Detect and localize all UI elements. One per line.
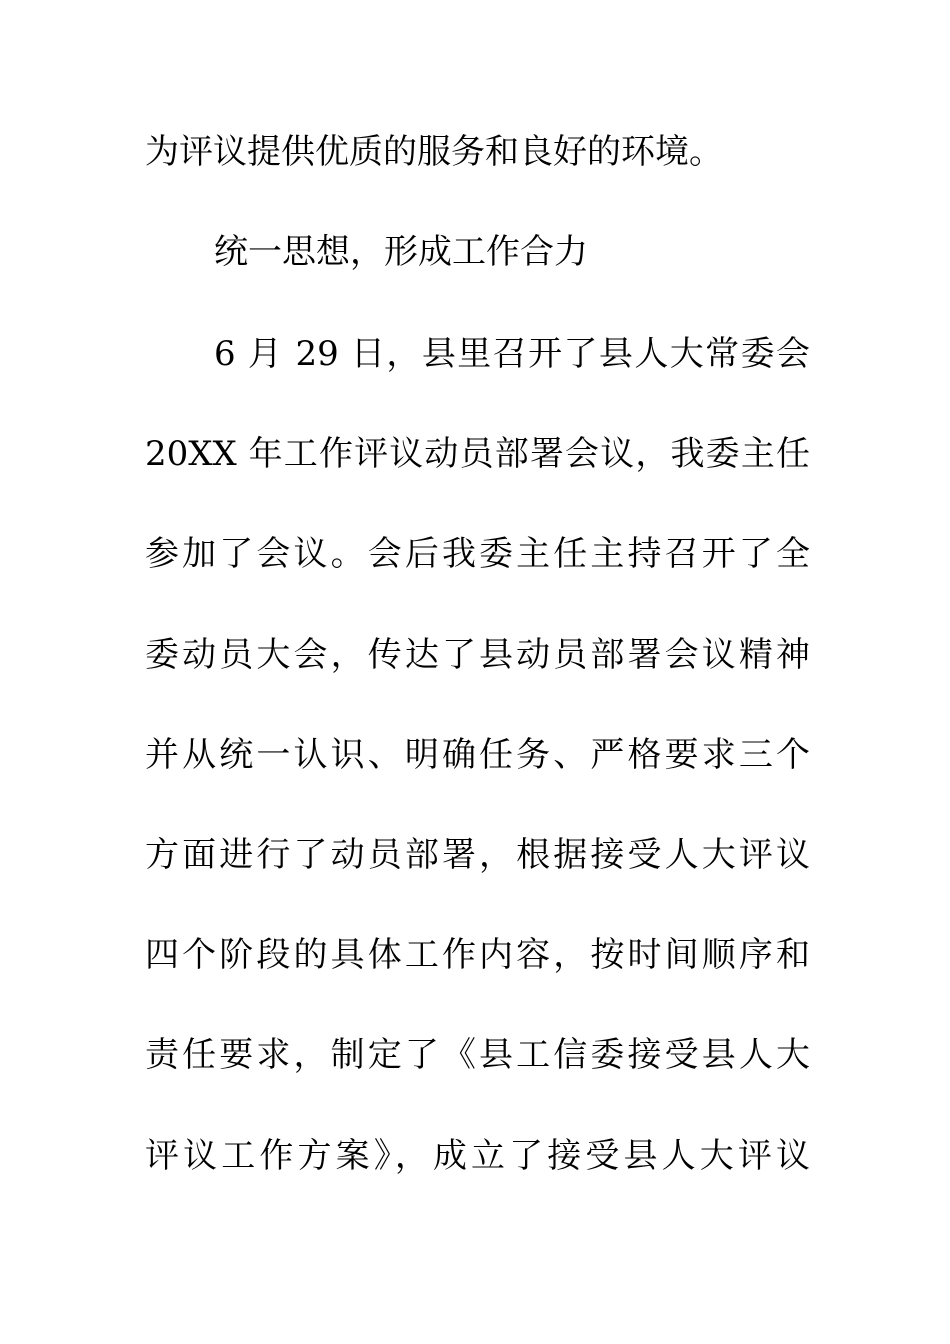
text-line: 20XX 年工作评议动员部署会议，我委主任 xyxy=(145,434,810,474)
text-line: 委动员大会，传达了县动员部署会议精神 xyxy=(145,635,810,675)
text-line: 6 月 29 日，县里召开了县人大常委会 xyxy=(214,334,810,374)
text-line: 评议工作方案》，成立了接受县人大评议 xyxy=(145,1136,810,1176)
section-heading: 统一思想，形成工作合力 xyxy=(214,232,588,272)
text-line: 并从统一认识、明确任务、严格要求三个 xyxy=(145,735,810,775)
text-line: 方面进行了动员部署，根据接受人大评议 xyxy=(145,835,810,875)
text-line: 为评议提供优质的服务和良好的环境。 xyxy=(145,132,723,172)
text-line: 责任要求，制定了《县工信委接受县人大 xyxy=(145,1035,810,1075)
text-line: 四个阶段的具体工作内容，按时间顺序和 xyxy=(145,935,810,975)
text-line: 参加了会议。会后我委主任主持召开了全 xyxy=(145,534,810,574)
